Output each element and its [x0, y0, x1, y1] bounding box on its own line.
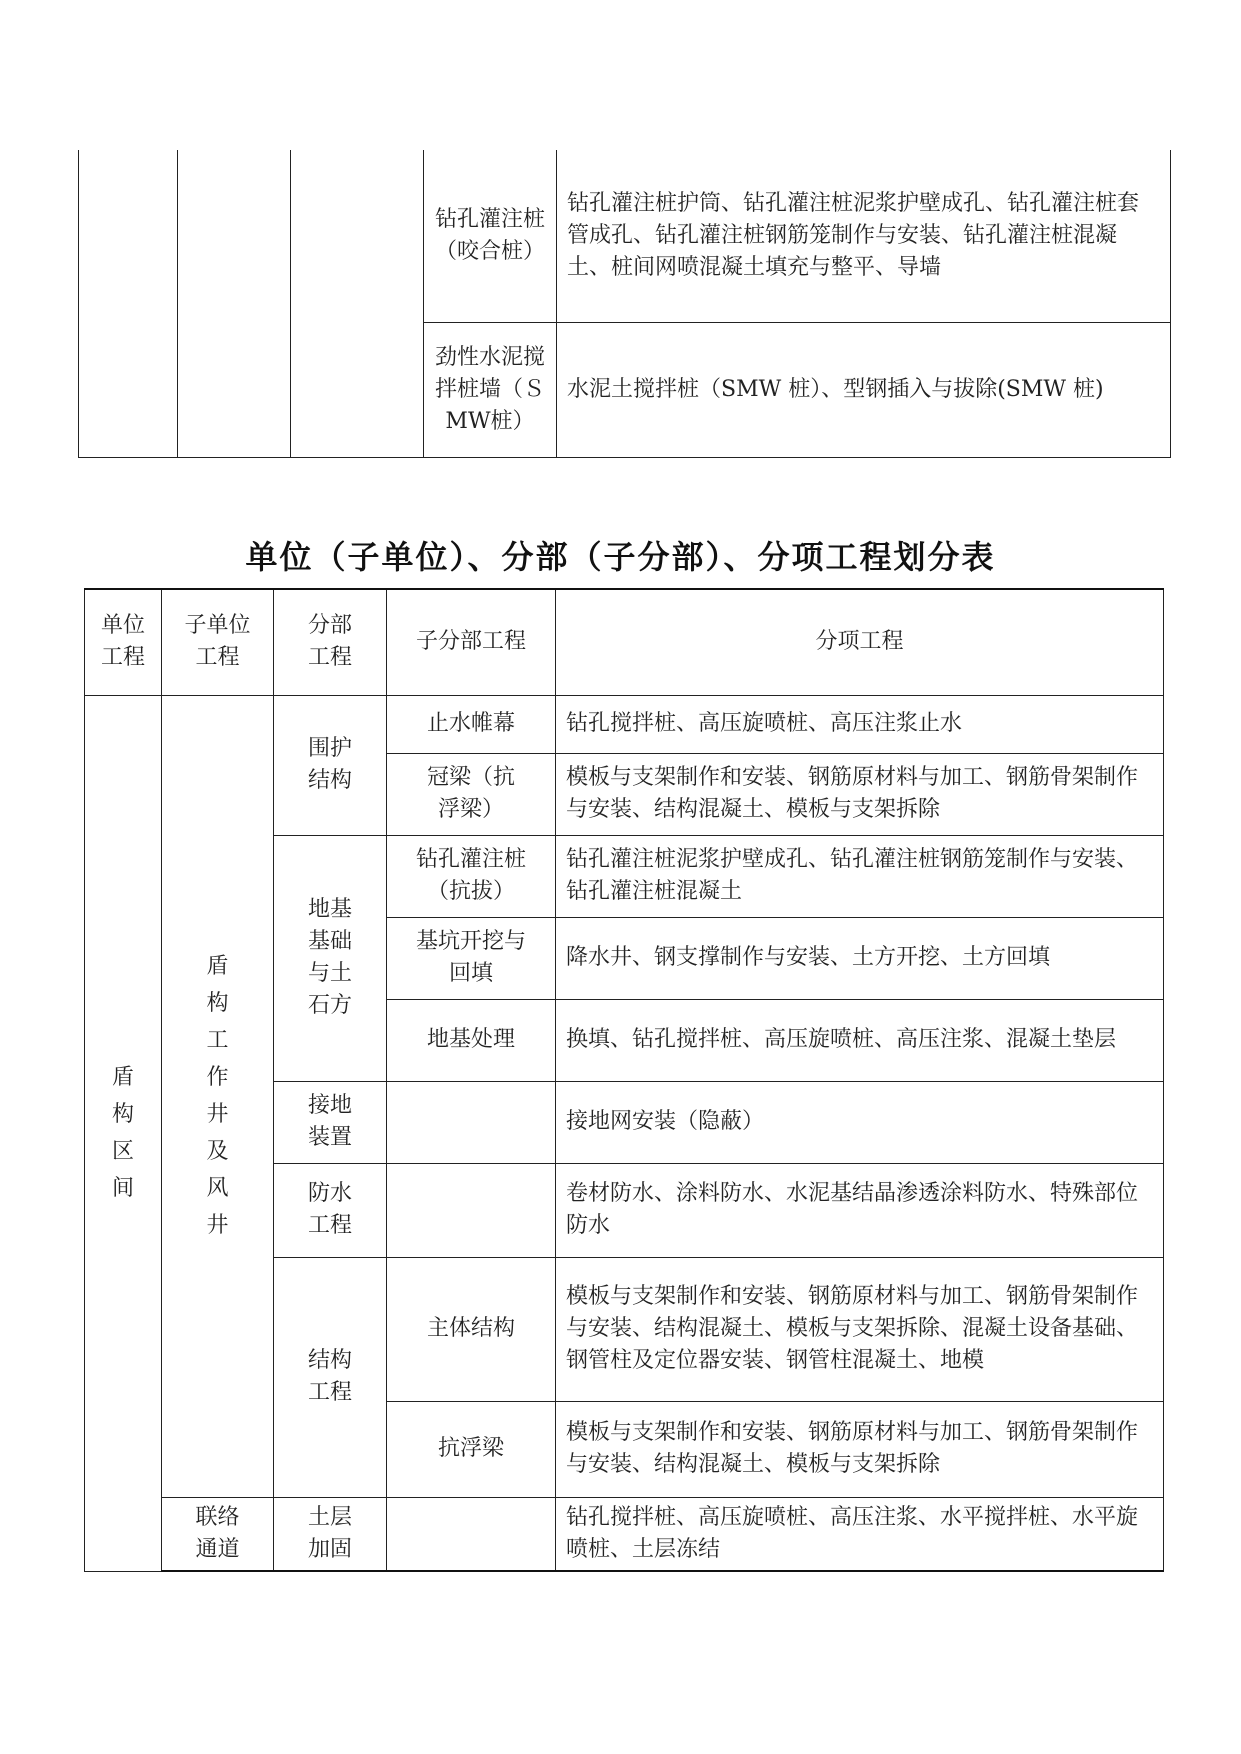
items-cell: 钻孔灌注桩泥浆护壁成孔、钻孔灌注桩钢筋笼制作与安装、钻孔灌注桩混凝土 [556, 835, 1164, 917]
items-cell: 水泥土搅拌桩（SMW 桩）、型钢插入与拔除(SMW 桩) [557, 322, 1171, 457]
subpart-cell [387, 1497, 556, 1571]
subpart-cell [387, 1163, 556, 1257]
header-items: 分项工程 [556, 589, 1164, 695]
subpart-cell: 钻孔灌注桩（抗拔） [387, 835, 556, 917]
subpart-cell: 止水帷幕 [387, 695, 556, 753]
continued-table [78, 150, 1171, 458]
subpart-cell: 主体结构 [387, 1257, 556, 1401]
subpart-cell: 抗浮梁 [387, 1401, 556, 1497]
empty-cell [291, 150, 424, 457]
part-cell: 结构工程 [274, 1257, 387, 1497]
header-subpart: 子分部工程 [387, 589, 556, 695]
subpart-cell: 基坑开挖与回填 [387, 917, 556, 999]
part-cell: 围护结构 [274, 695, 387, 835]
subpart-cell [387, 1081, 556, 1163]
header-unit: 单位工程 [85, 589, 162, 695]
items-cell: 钻孔灌注桩护筒、钻孔灌注桩泥浆护壁成孔、钻孔灌注桩套管成孔、钻孔灌注桩钢筋笼制作与安装、钻孔灌注桩混凝土、桩间网喷混凝土填充与整平、导墙 [557, 150, 1171, 322]
part-cell: 地基基础与土石方 [274, 835, 387, 1081]
table-title: 单位（子单位）、分部（子分部）、分项工程划分表 [245, 538, 996, 576]
items-cell: 模板与支架制作和安装、钢筋原材料与加工、钢筋骨架制作与安装、结构混凝土、模板与支架拆除、混凝土设备基础、钢管柱及定位器安装、钢管柱混凝土、地模 [556, 1257, 1164, 1401]
items-cell: 模板与支架制作和安装、钢筋原材料与加工、钢筋骨架制作与安装、结构混凝土、模板与支架拆除 [556, 1401, 1164, 1497]
header-subunit: 子单位工程 [162, 589, 274, 695]
part-cell: 接地装置 [274, 1081, 387, 1163]
subpart-cell: 劲性水泥搅拌桩墙（ＳMW桩） [424, 322, 557, 457]
subpart-cell: 地基处理 [387, 999, 556, 1081]
division-table [84, 588, 1164, 1572]
subpart-cell: 钻孔灌注桩 （咬合桩） [424, 150, 557, 322]
part-cell: 土层加固 [274, 1497, 387, 1571]
empty-cell [79, 150, 178, 457]
items-cell: 钻孔搅拌桩、高压旋喷桩、高压注浆、水平搅拌桩、水平旋喷桩、土层冻结 [556, 1497, 1164, 1571]
items-cell: 降水井、钢支撑制作与安装、土方开挖、土方回填 [556, 917, 1164, 999]
items-cell: 换填、钻孔搅拌桩、高压旋喷桩、高压注浆、混凝土垫层 [556, 999, 1164, 1081]
items-cell: 接地网安装（隐蔽） [556, 1081, 1164, 1163]
subunit-cell: 盾构工作井及风井 [162, 695, 274, 1497]
unit-cell: 盾构区间 [85, 695, 162, 1571]
part-cell: 防水工程 [274, 1163, 387, 1257]
subpart-cell: 冠梁（抗浮梁） [387, 753, 556, 835]
empty-cell [178, 150, 291, 457]
header-part: 分部工程 [274, 589, 387, 695]
items-cell: 卷材防水、涂料防水、水泥基结晶渗透涂料防水、特殊部位防水 [556, 1163, 1164, 1257]
items-cell: 模板与支架制作和安装、钢筋原材料与加工、钢筋骨架制作与安装、结构混凝土、模板与支架拆除 [556, 753, 1164, 835]
subunit-cell: 联络通道 [162, 1497, 274, 1571]
items-cell: 钻孔搅拌桩、高压旋喷桩、高压注浆止水 [556, 695, 1164, 753]
